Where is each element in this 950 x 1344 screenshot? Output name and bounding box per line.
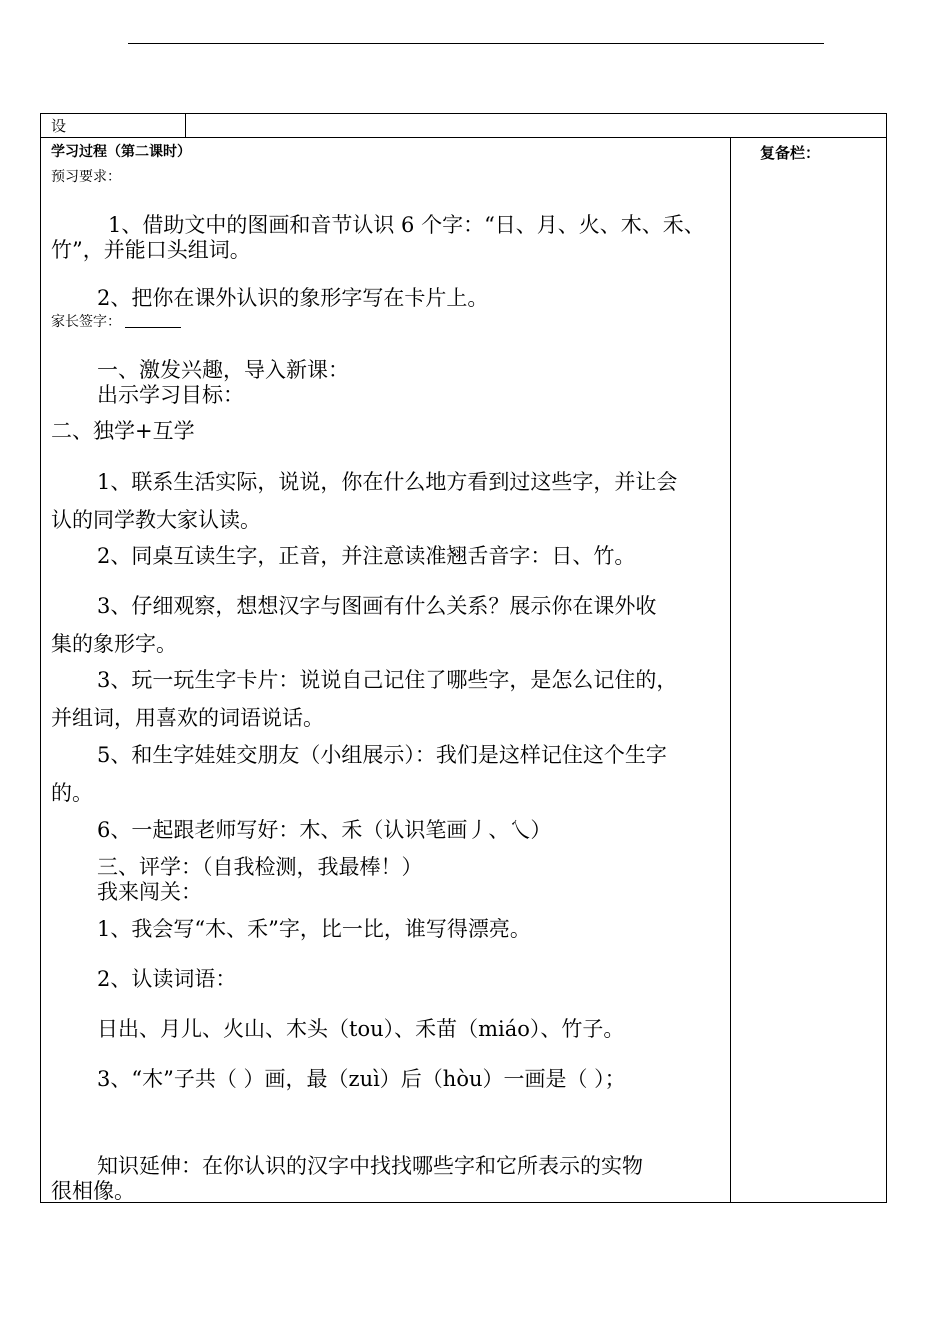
signature-blank xyxy=(125,313,181,328)
item-2: 2、同桌互读生字，正音，并注意读准翘舌音字：日、竹。 xyxy=(97,544,636,568)
question-2: 2、认读词语： xyxy=(97,967,237,991)
challenge-label: 我来闯关： xyxy=(97,880,202,904)
question-3: 3、“木”子共（ ）画，最（zuì）后（hòu）一画是（ ）； xyxy=(97,1067,626,1091)
preview-item-1b: 竹”，并能口头组词。 xyxy=(51,238,251,262)
item-3a: 3、仔细观察，想想汉字与图画有什么关系？展示你在课外收 xyxy=(97,594,657,618)
preview-label: 预习要求： xyxy=(51,169,121,185)
section-3-heading: 三、评学：（自我检测，我最棒！） xyxy=(97,855,423,879)
item-6: 6、一起跟老师写好：木、禾（认识笔画丿、乀） xyxy=(97,818,552,842)
section-2-heading: 二、独学+互学 xyxy=(51,419,195,443)
word-list: 日出、月儿、火山、木头（tou）、禾苗（miáo）、竹子。 xyxy=(97,1017,625,1041)
question-1: 1、我会写“木、禾”字，比一比，谁写得漂亮。 xyxy=(97,917,531,941)
item-3b: 集的象形字。 xyxy=(51,632,177,656)
design-row-label: 设 xyxy=(41,114,186,137)
section-title: 学习过程（第二课时） xyxy=(51,144,191,160)
sidebar-divider xyxy=(730,138,731,1202)
extension-b: 很相像。 xyxy=(51,1179,135,1203)
sidebar-title: 复备栏： xyxy=(760,144,821,162)
item-5b: 的。 xyxy=(51,781,93,805)
item-1a: 1、联系生活实际，说说，你在什么地方看到过这些字，并让会 xyxy=(97,470,678,494)
item-4a: 3、玩一玩生字卡片：说说自己记住了哪些字，是怎么记住的， xyxy=(97,668,678,692)
design-row xyxy=(40,113,887,138)
section-1-heading: 一、激发兴趣，导入新课： xyxy=(97,358,349,382)
parent-sign xyxy=(51,312,181,332)
extension-a: 知识延伸：在你认识的汉字中找找哪些字和它所表示的实物 xyxy=(97,1154,643,1178)
item-5a: 5、和生字娃娃交朋友（小组展示）：我们是这样记住这个生字 xyxy=(97,743,667,767)
parent-sign-label: 家长签字： xyxy=(51,314,121,330)
goal-text: 出示学习目标： xyxy=(97,383,244,407)
item-4b: 并组词，用喜欢的词语说话。 xyxy=(51,706,324,730)
preview-item-1a: 1、借助文中的图画和音节认识 6 个字：“日、月、火、木、禾、 xyxy=(108,213,705,237)
item-1b: 认的同学教大家认读。 xyxy=(51,508,261,532)
header-rule xyxy=(128,43,824,44)
preview-item-2: 2、把你在课外认识的象形字写在卡片上。 xyxy=(97,286,489,310)
